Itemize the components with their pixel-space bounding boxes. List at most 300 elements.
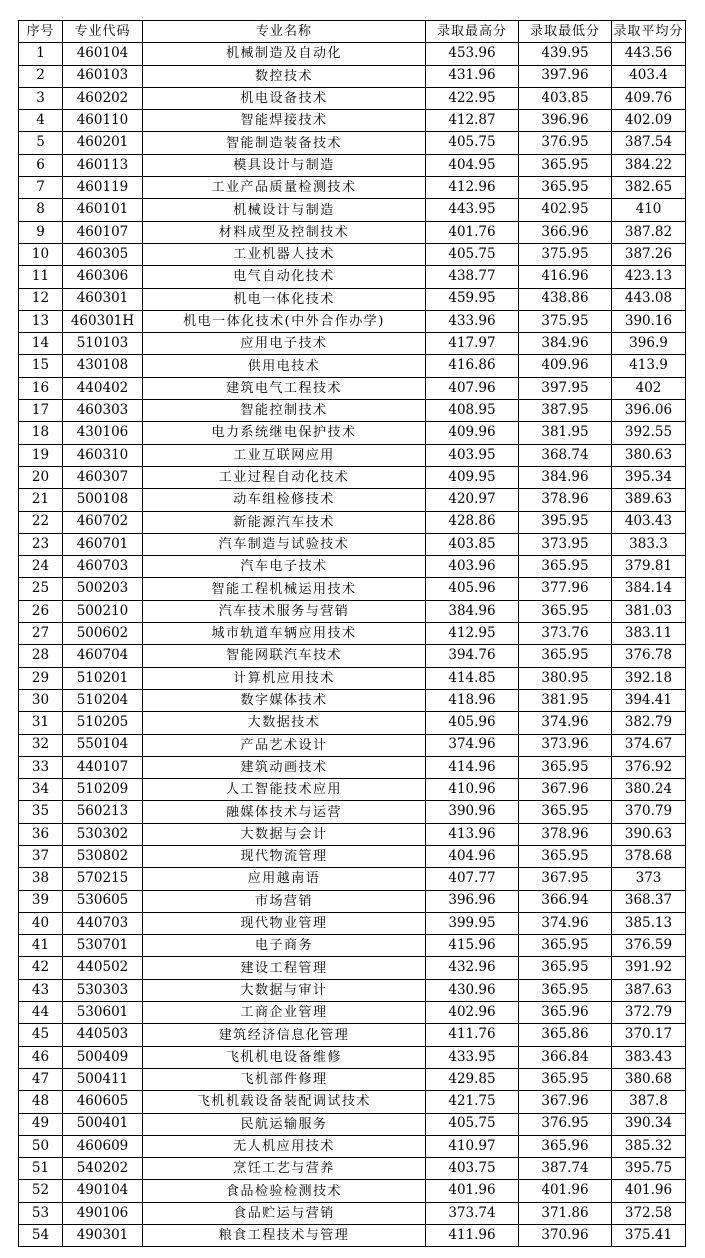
- min-score-cell: 365.95: [519, 1068, 612, 1090]
- major-name-cell: 工业互联网应用: [143, 444, 426, 466]
- avg-score-cell: 380.24: [612, 779, 686, 801]
- avg-score-cell: 391.92: [612, 957, 686, 979]
- major-code-cell: 460301H: [63, 310, 143, 332]
- major-code-cell: 460107: [63, 221, 143, 243]
- min-score-cell: 367.96: [519, 1091, 612, 1113]
- major-code-cell: 460307: [63, 466, 143, 488]
- seq-cell: 30: [19, 689, 63, 711]
- avg-score-cell: 443.56: [612, 43, 686, 65]
- seq-cell: 3: [19, 87, 63, 109]
- table-row: [19, 1113, 686, 1135]
- min-score-cell: 374.96: [519, 912, 612, 934]
- min-score-cell: 381.95: [519, 689, 612, 711]
- major-code-cell: 460703: [63, 556, 143, 578]
- min-score-cell: 365.95: [519, 979, 612, 1001]
- min-score-cell: 376.95: [519, 132, 612, 154]
- table-row: [19, 489, 686, 511]
- major-name-cell: 工业过程自动化技术: [143, 466, 426, 488]
- seq-cell: 22: [19, 511, 63, 533]
- major-name-cell: 飞机机电设备维修: [143, 1046, 426, 1068]
- max-score-cell: 404.96: [426, 845, 519, 867]
- avg-score-cell: 374.67: [612, 734, 686, 756]
- major-code-cell: 460305: [63, 243, 143, 265]
- major-code-cell: 490106: [63, 1202, 143, 1224]
- min-score-cell: 365.95: [519, 935, 612, 957]
- seq-cell: 52: [19, 1180, 63, 1202]
- table-row: [19, 979, 686, 1001]
- major-code-cell: 500409: [63, 1046, 143, 1068]
- seq-cell: 34: [19, 779, 63, 801]
- major-name-cell: 食品贮运与营销: [143, 1202, 426, 1224]
- table-header-row: [19, 21, 686, 43]
- max-score-cell: 438.77: [426, 266, 519, 288]
- major-name-cell: 机械制造及自动化: [143, 43, 426, 65]
- min-score-cell: 367.96: [519, 779, 612, 801]
- major-code-cell: 460605: [63, 1091, 143, 1113]
- table-row: [19, 110, 686, 132]
- major-code-cell: 440402: [63, 377, 143, 399]
- seq-cell: 46: [19, 1046, 63, 1068]
- major-name-cell: 智能控制技术: [143, 400, 426, 422]
- max-score-cell: 374.96: [426, 734, 519, 756]
- table-row: [19, 177, 686, 199]
- seq-cell: 9: [19, 221, 63, 243]
- min-score-cell: 387.95: [519, 400, 612, 422]
- seq-cell: 28: [19, 645, 63, 667]
- header-avg-score: 录取平均分: [612, 21, 686, 43]
- seq-cell: 26: [19, 600, 63, 622]
- min-score-cell: 365.96: [519, 1135, 612, 1157]
- table-row: [19, 935, 686, 957]
- min-score-cell: 438.86: [519, 288, 612, 310]
- seq-cell: 33: [19, 756, 63, 778]
- major-code-cell: 560213: [63, 801, 143, 823]
- major-name-cell: 产品艺术设计: [143, 734, 426, 756]
- seq-cell: 18: [19, 422, 63, 444]
- max-score-cell: 428.86: [426, 511, 519, 533]
- min-score-cell: 365.95: [519, 756, 612, 778]
- avg-score-cell: 381.03: [612, 600, 686, 622]
- avg-score-cell: 390.16: [612, 310, 686, 332]
- major-code-cell: 460119: [63, 177, 143, 199]
- avg-score-cell: 383.11: [612, 623, 686, 645]
- min-score-cell: 416.96: [519, 266, 612, 288]
- table-row: [19, 1202, 686, 1224]
- table-row: [19, 779, 686, 801]
- header-seq: 序号: [19, 21, 63, 43]
- seq-cell: 43: [19, 979, 63, 1001]
- major-code-cell: 440107: [63, 756, 143, 778]
- seq-cell: 2: [19, 65, 63, 87]
- table-row: [19, 243, 686, 265]
- min-score-cell: 380.95: [519, 667, 612, 689]
- major-name-cell: 计算机应用技术: [143, 667, 426, 689]
- min-score-cell: 365.95: [519, 957, 612, 979]
- major-name-cell: 数字媒体技术: [143, 689, 426, 711]
- major-name-cell: 民航运输服务: [143, 1113, 426, 1135]
- major-code-cell: 500108: [63, 489, 143, 511]
- major-name-cell: 人工智能技术应用: [143, 779, 426, 801]
- seq-cell: 8: [19, 199, 63, 221]
- major-code-cell: 490104: [63, 1180, 143, 1202]
- avg-score-cell: 395.34: [612, 466, 686, 488]
- seq-cell: 31: [19, 712, 63, 734]
- major-code-cell: 530605: [63, 890, 143, 912]
- max-score-cell: 407.77: [426, 868, 519, 890]
- major-name-cell: 大数据技术: [143, 712, 426, 734]
- max-score-cell: 418.96: [426, 689, 519, 711]
- major-code-cell: 460310: [63, 444, 143, 466]
- max-score-cell: 401.76: [426, 221, 519, 243]
- table-row: [19, 1024, 686, 1046]
- avg-score-cell: 394.41: [612, 689, 686, 711]
- major-code-cell: 530802: [63, 845, 143, 867]
- table-row: [19, 957, 686, 979]
- min-score-cell: 378.96: [519, 489, 612, 511]
- table-row: [19, 400, 686, 422]
- seq-cell: 39: [19, 890, 63, 912]
- max-score-cell: 417.97: [426, 333, 519, 355]
- major-name-cell: 城市轨道车辆应用技术: [143, 623, 426, 645]
- avg-score-cell: 387.8: [612, 1091, 686, 1113]
- min-score-cell: 365.95: [519, 177, 612, 199]
- avg-score-cell: 387.82: [612, 221, 686, 243]
- major-name-cell: 机械设计与制造: [143, 199, 426, 221]
- max-score-cell: 404.95: [426, 154, 519, 176]
- avg-score-cell: 403.43: [612, 511, 686, 533]
- table-row: [19, 1002, 686, 1024]
- seq-cell: 47: [19, 1068, 63, 1090]
- max-score-cell: 405.75: [426, 132, 519, 154]
- seq-cell: 27: [19, 623, 63, 645]
- max-score-cell: 394.76: [426, 645, 519, 667]
- seq-cell: 20: [19, 466, 63, 488]
- major-name-cell: 粮食工程技术与管理: [143, 1225, 426, 1247]
- avg-score-cell: 396.06: [612, 400, 686, 422]
- avg-score-cell: 390.34: [612, 1113, 686, 1135]
- major-code-cell: 460701: [63, 533, 143, 555]
- max-score-cell: 421.75: [426, 1091, 519, 1113]
- table-row: [19, 556, 686, 578]
- major-code-cell: 510205: [63, 712, 143, 734]
- major-name-cell: 应用越南语: [143, 868, 426, 890]
- max-score-cell: 429.85: [426, 1068, 519, 1090]
- min-score-cell: 365.95: [519, 600, 612, 622]
- major-name-cell: 电气自动化技术: [143, 266, 426, 288]
- avg-score-cell: 395.75: [612, 1158, 686, 1180]
- header-min-score: 录取最低分: [519, 21, 612, 43]
- avg-score-cell: 384.22: [612, 154, 686, 176]
- major-code-cell: 460113: [63, 154, 143, 176]
- major-code-cell: 510201: [63, 667, 143, 689]
- major-name-cell: 应用电子技术: [143, 333, 426, 355]
- min-score-cell: 381.95: [519, 422, 612, 444]
- max-score-cell: 403.75: [426, 1158, 519, 1180]
- min-score-cell: 439.95: [519, 43, 612, 65]
- table-row: [19, 845, 686, 867]
- seq-cell: 7: [19, 177, 63, 199]
- table-row: [19, 355, 686, 377]
- avg-score-cell: 423.13: [612, 266, 686, 288]
- major-name-cell: 模具设计与制造: [143, 154, 426, 176]
- major-name-cell: 电子商务: [143, 935, 426, 957]
- min-score-cell: 397.96: [519, 65, 612, 87]
- avg-score-cell: 376.92: [612, 756, 686, 778]
- table-row: [19, 310, 686, 332]
- min-score-cell: 378.96: [519, 823, 612, 845]
- avg-score-cell: 370.17: [612, 1024, 686, 1046]
- seq-cell: 36: [19, 823, 63, 845]
- major-name-cell: 食品检验检测技术: [143, 1180, 426, 1202]
- max-score-cell: 414.96: [426, 756, 519, 778]
- avg-score-cell: 389.63: [612, 489, 686, 511]
- avg-score-cell: 383.3: [612, 533, 686, 555]
- min-score-cell: 365.95: [519, 845, 612, 867]
- major-code-cell: 530601: [63, 1002, 143, 1024]
- major-name-cell: 工业产品质量检测技术: [143, 177, 426, 199]
- table-row: [19, 1158, 686, 1180]
- seq-cell: 48: [19, 1091, 63, 1113]
- min-score-cell: 375.95: [519, 310, 612, 332]
- major-name-cell: 智能焊接技术: [143, 110, 426, 132]
- table-row: [19, 1180, 686, 1202]
- max-score-cell: 432.96: [426, 957, 519, 979]
- major-code-cell: 510204: [63, 689, 143, 711]
- max-score-cell: 405.96: [426, 712, 519, 734]
- max-score-cell: 399.95: [426, 912, 519, 934]
- max-score-cell: 405.75: [426, 1113, 519, 1135]
- table-row: [19, 444, 686, 466]
- major-name-cell: 智能工程机械运用技术: [143, 578, 426, 600]
- seq-cell: 1: [19, 43, 63, 65]
- major-code-cell: 460103: [63, 65, 143, 87]
- major-code-cell: 570215: [63, 868, 143, 890]
- major-code-cell: 500210: [63, 600, 143, 622]
- seq-cell: 11: [19, 266, 63, 288]
- header-major-name: 专业名称: [143, 21, 426, 43]
- major-name-cell: 汽车电子技术: [143, 556, 426, 578]
- major-code-cell: 500602: [63, 623, 143, 645]
- avg-score-cell: 372.58: [612, 1202, 686, 1224]
- seq-cell: 19: [19, 444, 63, 466]
- major-name-cell: 无人机应用技术: [143, 1135, 426, 1157]
- avg-score-cell: 387.26: [612, 243, 686, 265]
- table-row: [19, 868, 686, 890]
- min-score-cell: 402.95: [519, 199, 612, 221]
- max-score-cell: 373.74: [426, 1202, 519, 1224]
- major-code-cell: 500401: [63, 1113, 143, 1135]
- max-score-cell: 420.97: [426, 489, 519, 511]
- max-score-cell: 409.95: [426, 466, 519, 488]
- major-name-cell: 建筑动画技术: [143, 756, 426, 778]
- avg-score-cell: 387.63: [612, 979, 686, 1001]
- major-code-cell: 510103: [63, 333, 143, 355]
- avg-score-cell: 402.09: [612, 110, 686, 132]
- major-name-cell: 汽车制造与试验技术: [143, 533, 426, 555]
- table-row: [19, 1046, 686, 1068]
- max-score-cell: 410.97: [426, 1135, 519, 1157]
- avg-score-cell: 409.76: [612, 87, 686, 109]
- major-name-cell: 智能网联汽车技术: [143, 645, 426, 667]
- major-name-cell: 飞机机载设备装配调试技术: [143, 1091, 426, 1113]
- seq-cell: 29: [19, 667, 63, 689]
- table-row: [19, 87, 686, 109]
- seq-cell: 32: [19, 734, 63, 756]
- major-name-cell: 现代物业管理: [143, 912, 426, 934]
- table-row: [19, 801, 686, 823]
- min-score-cell: 401.96: [519, 1180, 612, 1202]
- avg-score-cell: 392.55: [612, 422, 686, 444]
- seq-cell: 54: [19, 1225, 63, 1247]
- max-score-cell: 415.96: [426, 935, 519, 957]
- min-score-cell: 396.96: [519, 110, 612, 132]
- table-row: [19, 422, 686, 444]
- table-row: [19, 689, 686, 711]
- seq-cell: 4: [19, 110, 63, 132]
- avg-score-cell: 380.63: [612, 444, 686, 466]
- major-name-cell: 电力系统继电保护技术: [143, 422, 426, 444]
- avg-score-cell: 390.63: [612, 823, 686, 845]
- seq-cell: 25: [19, 578, 63, 600]
- major-code-cell: 500411: [63, 1068, 143, 1090]
- major-code-cell: 530701: [63, 935, 143, 957]
- avg-score-cell: 368.37: [612, 890, 686, 912]
- seq-cell: 51: [19, 1158, 63, 1180]
- seq-cell: 44: [19, 1002, 63, 1024]
- major-code-cell: 510209: [63, 779, 143, 801]
- avg-score-cell: 385.32: [612, 1135, 686, 1157]
- major-name-cell: 新能源汽车技术: [143, 511, 426, 533]
- major-name-cell: 融媒体技术与运营: [143, 801, 426, 823]
- table-row: [19, 578, 686, 600]
- seq-cell: 12: [19, 288, 63, 310]
- seq-cell: 14: [19, 333, 63, 355]
- max-score-cell: 384.96: [426, 600, 519, 622]
- major-code-cell: 540202: [63, 1158, 143, 1180]
- avg-score-cell: 380.68: [612, 1068, 686, 1090]
- seq-cell: 37: [19, 845, 63, 867]
- max-score-cell: 396.96: [426, 890, 519, 912]
- header-max-score: 录取最高分: [426, 21, 519, 43]
- major-code-cell: 430106: [63, 422, 143, 444]
- table-row: [19, 466, 686, 488]
- table-row: [19, 1068, 686, 1090]
- max-score-cell: 411.76: [426, 1024, 519, 1046]
- max-score-cell: 412.87: [426, 110, 519, 132]
- avg-score-cell: 392.18: [612, 667, 686, 689]
- admission-score-table: [18, 20, 686, 1247]
- max-score-cell: 403.85: [426, 533, 519, 555]
- avg-score-cell: 379.81: [612, 556, 686, 578]
- seq-cell: 41: [19, 935, 63, 957]
- min-score-cell: 365.95: [519, 556, 612, 578]
- seq-cell: 40: [19, 912, 63, 934]
- major-code-cell: 460704: [63, 645, 143, 667]
- major-code-cell: 460110: [63, 110, 143, 132]
- major-name-cell: 汽车技术服务与营销: [143, 600, 426, 622]
- major-name-cell: 动车组检修技术: [143, 489, 426, 511]
- max-score-cell: 405.96: [426, 578, 519, 600]
- min-score-cell: 371.86: [519, 1202, 612, 1224]
- min-score-cell: 374.96: [519, 712, 612, 734]
- min-score-cell: 384.96: [519, 466, 612, 488]
- avg-score-cell: 382.65: [612, 177, 686, 199]
- avg-score-cell: 387.54: [612, 132, 686, 154]
- major-name-cell: 大数据与审计: [143, 979, 426, 1001]
- avg-score-cell: 410: [612, 199, 686, 221]
- major-name-cell: 材料成型及控制技术: [143, 221, 426, 243]
- max-score-cell: 405.75: [426, 243, 519, 265]
- major-code-cell: 550104: [63, 734, 143, 756]
- table-row: [19, 734, 686, 756]
- min-score-cell: 365.95: [519, 801, 612, 823]
- avg-score-cell: 396.9: [612, 333, 686, 355]
- table-row: [19, 511, 686, 533]
- avg-score-cell: 375.41: [612, 1225, 686, 1247]
- max-score-cell: 422.95: [426, 87, 519, 109]
- min-score-cell: 367.95: [519, 868, 612, 890]
- max-score-cell: 430.96: [426, 979, 519, 1001]
- min-score-cell: 395.95: [519, 511, 612, 533]
- max-score-cell: 409.96: [426, 422, 519, 444]
- major-name-cell: 机电一体化技术(中外合作办学): [143, 310, 426, 332]
- table-row: [19, 221, 686, 243]
- max-score-cell: 433.96: [426, 310, 519, 332]
- table-row: [19, 623, 686, 645]
- table-row: [19, 912, 686, 934]
- avg-score-cell: 373: [612, 868, 686, 890]
- major-code-cell: 530302: [63, 823, 143, 845]
- avg-score-cell: 413.9: [612, 355, 686, 377]
- max-score-cell: 453.96: [426, 43, 519, 65]
- avg-score-cell: 384.14: [612, 578, 686, 600]
- seq-cell: 42: [19, 957, 63, 979]
- min-score-cell: 377.96: [519, 578, 612, 600]
- min-score-cell: 409.96: [519, 355, 612, 377]
- major-name-cell: 飞机部件修理: [143, 1068, 426, 1090]
- avg-score-cell: 376.59: [612, 935, 686, 957]
- major-name-cell: 烹饪工艺与营养: [143, 1158, 426, 1180]
- max-score-cell: 390.96: [426, 801, 519, 823]
- min-score-cell: 375.95: [519, 243, 612, 265]
- table-row: [19, 533, 686, 555]
- major-name-cell: 现代物流管理: [143, 845, 426, 867]
- major-name-cell: 大数据与会计: [143, 823, 426, 845]
- major-code-cell: 460301: [63, 288, 143, 310]
- min-score-cell: 376.95: [519, 1113, 612, 1135]
- min-score-cell: 370.96: [519, 1225, 612, 1247]
- seq-cell: 6: [19, 154, 63, 176]
- seq-cell: 5: [19, 132, 63, 154]
- min-score-cell: 397.95: [519, 377, 612, 399]
- table-body: [19, 43, 686, 1247]
- seq-cell: 17: [19, 400, 63, 422]
- min-score-cell: 365.95: [519, 645, 612, 667]
- min-score-cell: 403.85: [519, 87, 612, 109]
- avg-score-cell: 383.43: [612, 1046, 686, 1068]
- table-row: [19, 600, 686, 622]
- seq-cell: 53: [19, 1202, 63, 1224]
- max-score-cell: 411.96: [426, 1225, 519, 1247]
- major-code-cell: 460101: [63, 199, 143, 221]
- table-row: [19, 154, 686, 176]
- major-code-cell: 530303: [63, 979, 143, 1001]
- table-row: [19, 1135, 686, 1157]
- table-row: [19, 65, 686, 87]
- avg-score-cell: 382.79: [612, 712, 686, 734]
- seq-cell: 35: [19, 801, 63, 823]
- table-row: [19, 823, 686, 845]
